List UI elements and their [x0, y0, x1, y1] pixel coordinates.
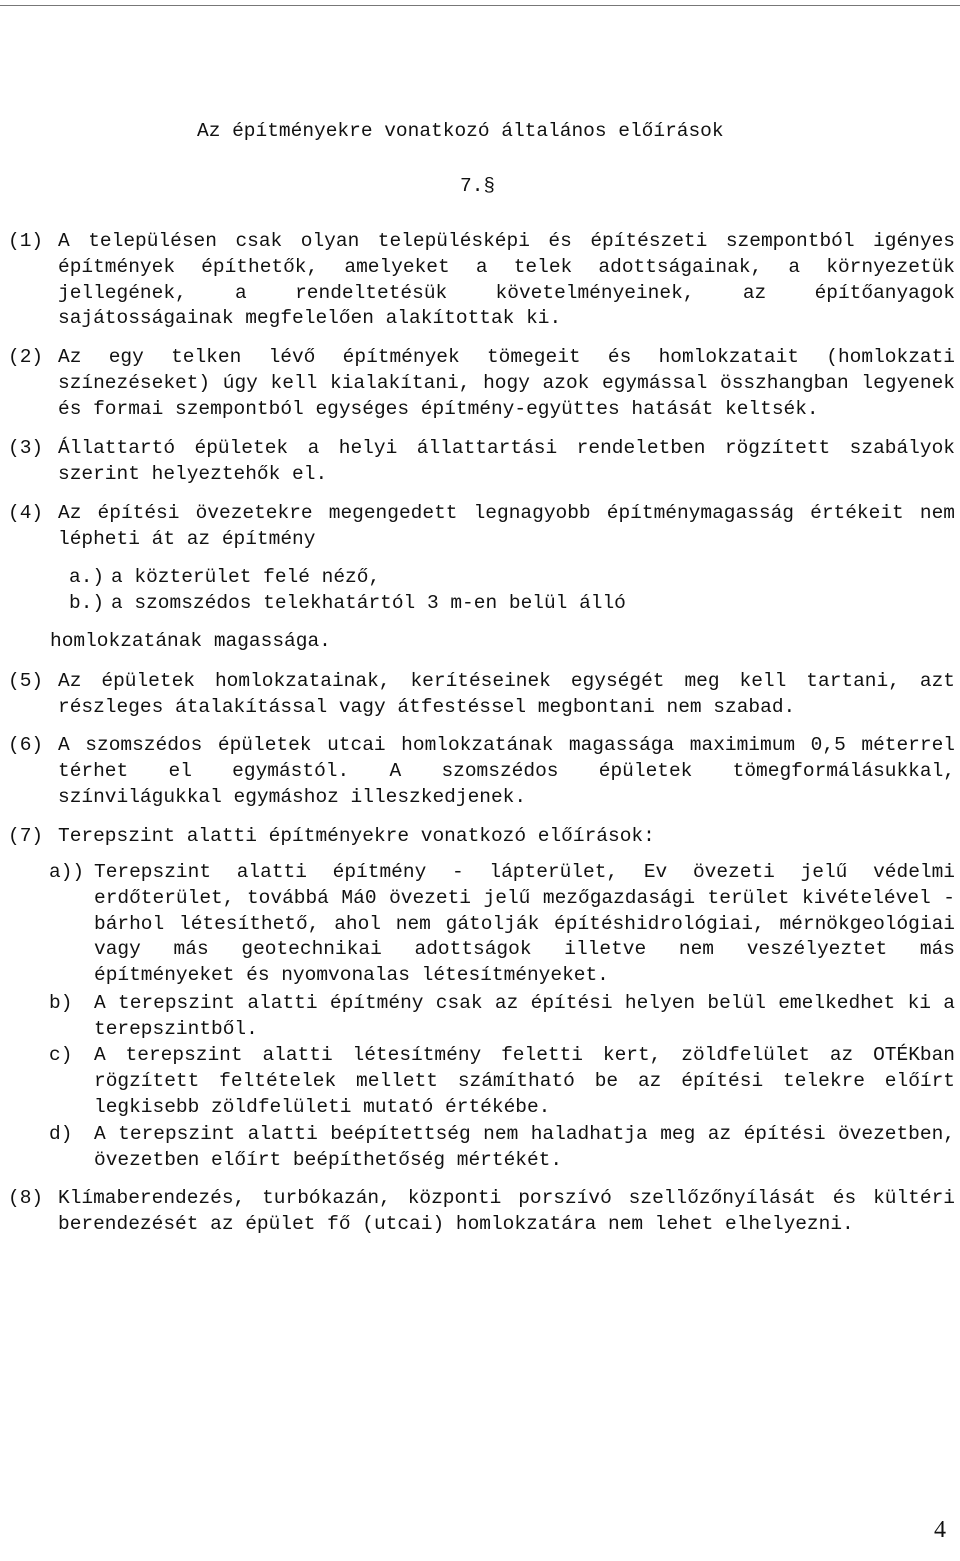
list-item-text: a közterület felé néző, — [111, 566, 381, 588]
list-item — [69, 566, 380, 588]
paragraph-number: (8) — [8, 1187, 44, 1209]
list-item-text: A terepszint alatti beépítettség nem haladhatja meg az építési övezetben, övezetben előírt beépíthetőség mértékét. — [94, 1123, 955, 1171]
paragraph-number: (3) — [8, 437, 44, 459]
paragraph-5 — [8, 669, 955, 721]
paragraph-text: Terepszint alatti építményekre vonatkozó előírások: — [58, 825, 655, 847]
list-marker: c) — [49, 1044, 73, 1066]
paragraph-text: Az egy telken lévő építmények tömegeit és homlokzatait (homlokzati színezéseket) úgy kell kialakítani, hogy azok egymással összhangban legyenek és formai szempontból egységes építmény-együttes hatását keltsék. — [58, 346, 955, 420]
paragraph-number: (2) — [8, 346, 44, 368]
list-item — [49, 991, 955, 1043]
list-marker: b) — [49, 992, 73, 1014]
paragraph-text: Klímaberendezés, turbókazán, központi porszívó szellőzőnyílását és kültéri berendezését az épület fő (utcai) homlokzatára nem lehet elhelyezni. — [58, 1187, 955, 1235]
top-rule — [0, 5, 960, 6]
paragraph-4 — [8, 501, 955, 553]
paragraph-tail: homlokzatának magassága. — [50, 630, 331, 652]
paragraph-number: (4) — [8, 502, 44, 524]
paragraph-7 — [8, 824, 955, 850]
paragraph-6 — [8, 733, 955, 810]
list-item-text: A terepszint alatti építmény csak az építési helyen belül emelkedhet ki a terepszintből. — [94, 992, 955, 1040]
list-marker: a)) — [49, 861, 85, 883]
section-number: 7.§ — [460, 175, 496, 197]
list-marker: d) — [49, 1123, 73, 1145]
paragraph-8 — [8, 1186, 955, 1238]
page-number: 4 — [934, 1517, 946, 1543]
paragraph-3 — [8, 436, 955, 488]
paragraph-number: (5) — [8, 670, 44, 692]
paragraph-1 — [8, 229, 955, 332]
paragraph-text: Állattartó épületek a helyi állattartási rendeletben rögzített szabályok szerint helyeztehők el. — [58, 437, 955, 485]
list-item — [49, 860, 955, 989]
list-marker: b.) — [69, 592, 105, 614]
list-item — [69, 592, 626, 614]
paragraph-number: (1) — [8, 230, 44, 252]
paragraph-number: (6) — [8, 734, 44, 756]
paragraph-text: A szomszédos épületek utcai homlokzatának magassága maximimum 0,5 méterrel térhet el egymástól. A szomszédos épületek tömegformálásukkal, színvilágukkal egymáshoz illeszkedjenek. — [58, 734, 955, 808]
paragraph-2 — [8, 345, 955, 422]
paragraph-text: Az épületek homlokzatainak, kerítéseinek egységét meg kell tartani, azt részleges átalakítással vagy átfestéssel megbontani nem szabad. — [58, 670, 955, 718]
paragraph-text: Az építési övezetekre megengedett legnagyobb építménymagasság értékeit nem lépheti át az építmény — [58, 502, 955, 550]
list-item — [49, 1043, 955, 1120]
list-item-text: Terepszint alatti építmény - lápterület, Ev övezeti jelű védelmi erdőterület, továbbá Má0 övezeti jelű mezőgazdasági terület kivételével - bárhol létesíthető, ahol nem gátolják építéshidrológiai, mérnökgeológiai vagy más geotechnikai adottságok illetve nem veszélyeztet más építményeket és nyomvonalas létesítményeket. — [94, 861, 955, 987]
section-heading: Az építményekre vonatkozó általános előírások — [197, 120, 724, 142]
list-item-text: A terepszint alatti létesítmény feletti kert, zöldfelület az OTÉKban rögzített feltételek mellett számítható be az építési telekre előírt legkisebb zöldfelületi mutató értékébe. — [94, 1044, 955, 1118]
list-item-text: a szomszédos telekhatártól 3 m-en belül álló — [111, 592, 626, 614]
list-item — [49, 1122, 955, 1174]
paragraph-text: A településen csak olyan településképi és építészeti szempontból igényes építmények építhetők, amelyeket a telek adottságainak, a környezetük jellegének, a rendeltetésük követelményeinek, az építőanyagok sajátosságainak megfelelően alakítottak ki. — [58, 230, 955, 330]
list-marker: a.) — [69, 566, 105, 588]
paragraph-number: (7) — [8, 825, 44, 847]
